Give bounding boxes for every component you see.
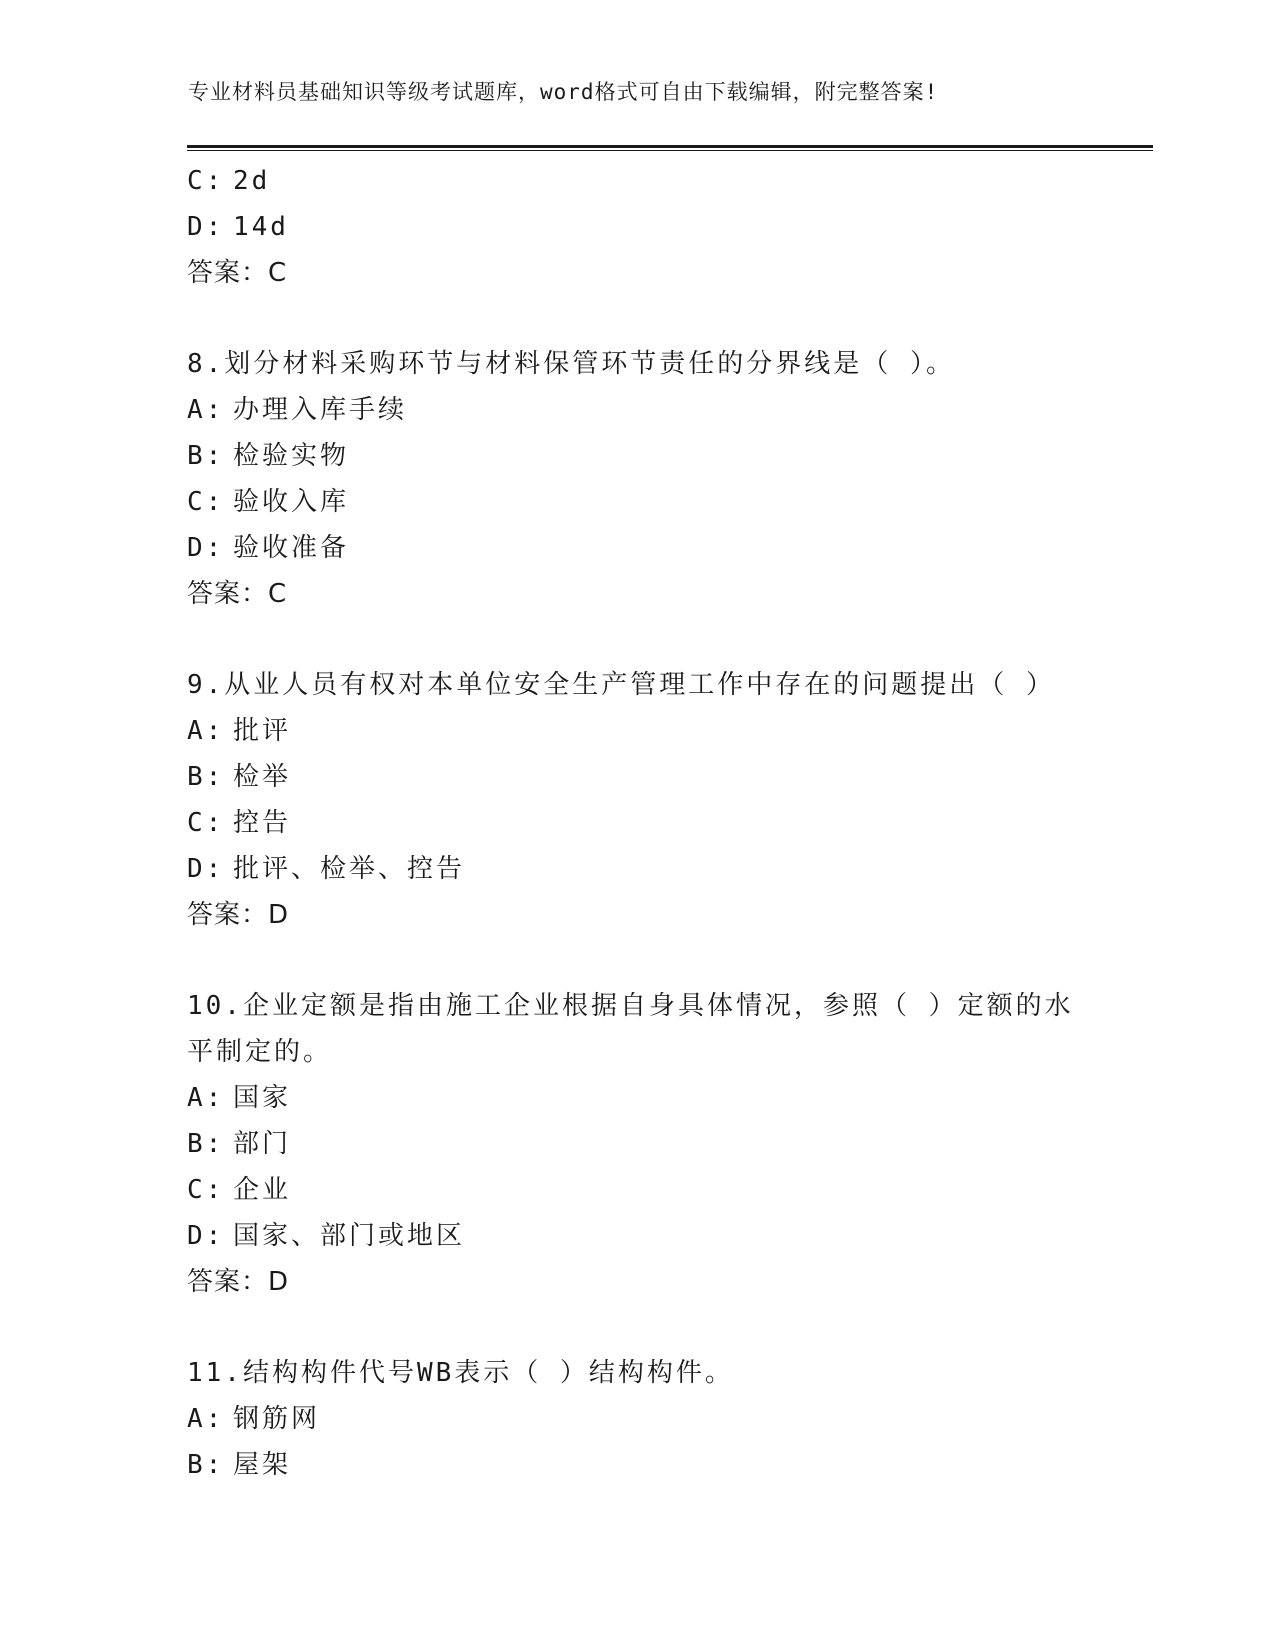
page-header: 专业材料员基础知识等级考试题库，word格式可自由下载编辑，附完整答案! xyxy=(188,80,939,104)
question-stem-continued: 平制定的。 xyxy=(187,1037,333,1067)
option-letter: C: xyxy=(187,487,225,517)
option-line xyxy=(187,1396,1087,1442)
option-text: 批评 xyxy=(233,716,292,746)
option-line xyxy=(187,754,1087,800)
option-line xyxy=(187,433,1087,479)
option-text: 屋架 xyxy=(233,1450,292,1480)
question-stem: 9.从业人员有权对本单位安全生产管理工作中存在的问题提出（ ） xyxy=(187,670,1055,700)
answer-line: 答案：C xyxy=(187,258,288,288)
option-line xyxy=(187,800,1087,846)
option-line xyxy=(187,846,1087,892)
option-line xyxy=(187,204,1087,250)
option-letter: A: xyxy=(187,1083,225,1113)
option-line xyxy=(187,1167,1087,1213)
option-text: 部门 xyxy=(233,1129,292,1159)
option-line xyxy=(187,1442,1087,1488)
option-letter: B: xyxy=(187,1450,225,1480)
option-letter: B: xyxy=(187,762,225,792)
option-letter: D: xyxy=(187,1221,225,1251)
question-block xyxy=(187,983,1087,1305)
option-letter: D: xyxy=(187,533,225,563)
option-text: 控告 xyxy=(233,808,292,838)
option-text: 14d xyxy=(233,212,289,242)
question-content xyxy=(187,158,1087,1488)
question-block xyxy=(187,1350,1087,1488)
option-text: 国家、部门或地区 xyxy=(233,1221,466,1251)
header-rule-thin xyxy=(187,150,1153,151)
option-line xyxy=(187,479,1087,525)
option-letter: A: xyxy=(187,395,225,425)
option-text: 批评、检举、控告 xyxy=(233,854,466,884)
header-rule-thick xyxy=(187,145,1153,148)
option-text: 验收准备 xyxy=(233,533,350,563)
question-stem: 11.结构构件代号WB表示（ ）结构构件。 xyxy=(187,1358,734,1388)
option-line xyxy=(187,708,1087,754)
option-letter: C: xyxy=(187,808,225,838)
option-text: 2d xyxy=(233,166,271,196)
question-block xyxy=(187,341,1087,617)
option-letter: A: xyxy=(187,716,225,746)
question-fragment xyxy=(187,158,1087,296)
option-text: 验收入库 xyxy=(233,487,350,517)
answer-line: 答案：D xyxy=(187,1267,290,1297)
option-letter: B: xyxy=(187,441,225,471)
option-text: 办理入库手续 xyxy=(233,395,408,425)
option-text: 国家 xyxy=(233,1083,292,1113)
option-letter: B: xyxy=(187,1129,225,1159)
option-letter: C: xyxy=(187,166,225,196)
answer-line: 答案：C xyxy=(187,579,288,609)
option-line xyxy=(187,1213,1087,1259)
question-stem: 10.企业定额是指由施工企业根据自身具体情况，参照（ ）定额的水 xyxy=(187,991,1074,1021)
question-stem: 8.划分材料采购环节与材料保管环节责任的分界线是（ ）。 xyxy=(187,349,955,379)
option-line xyxy=(187,387,1087,433)
option-letter: D: xyxy=(187,854,225,884)
option-text: 钢筋网 xyxy=(233,1404,321,1434)
option-line xyxy=(187,525,1087,571)
option-line xyxy=(187,1121,1087,1167)
option-line xyxy=(187,1075,1087,1121)
option-letter: D: xyxy=(187,212,225,242)
option-text: 检验实物 xyxy=(233,441,350,471)
question-block xyxy=(187,662,1087,938)
option-line xyxy=(187,158,1087,204)
answer-line: 答案：D xyxy=(187,900,290,930)
option-letter: A: xyxy=(187,1404,225,1434)
option-letter: C: xyxy=(187,1175,225,1205)
option-text: 企业 xyxy=(233,1175,292,1205)
option-text: 检举 xyxy=(233,762,292,792)
